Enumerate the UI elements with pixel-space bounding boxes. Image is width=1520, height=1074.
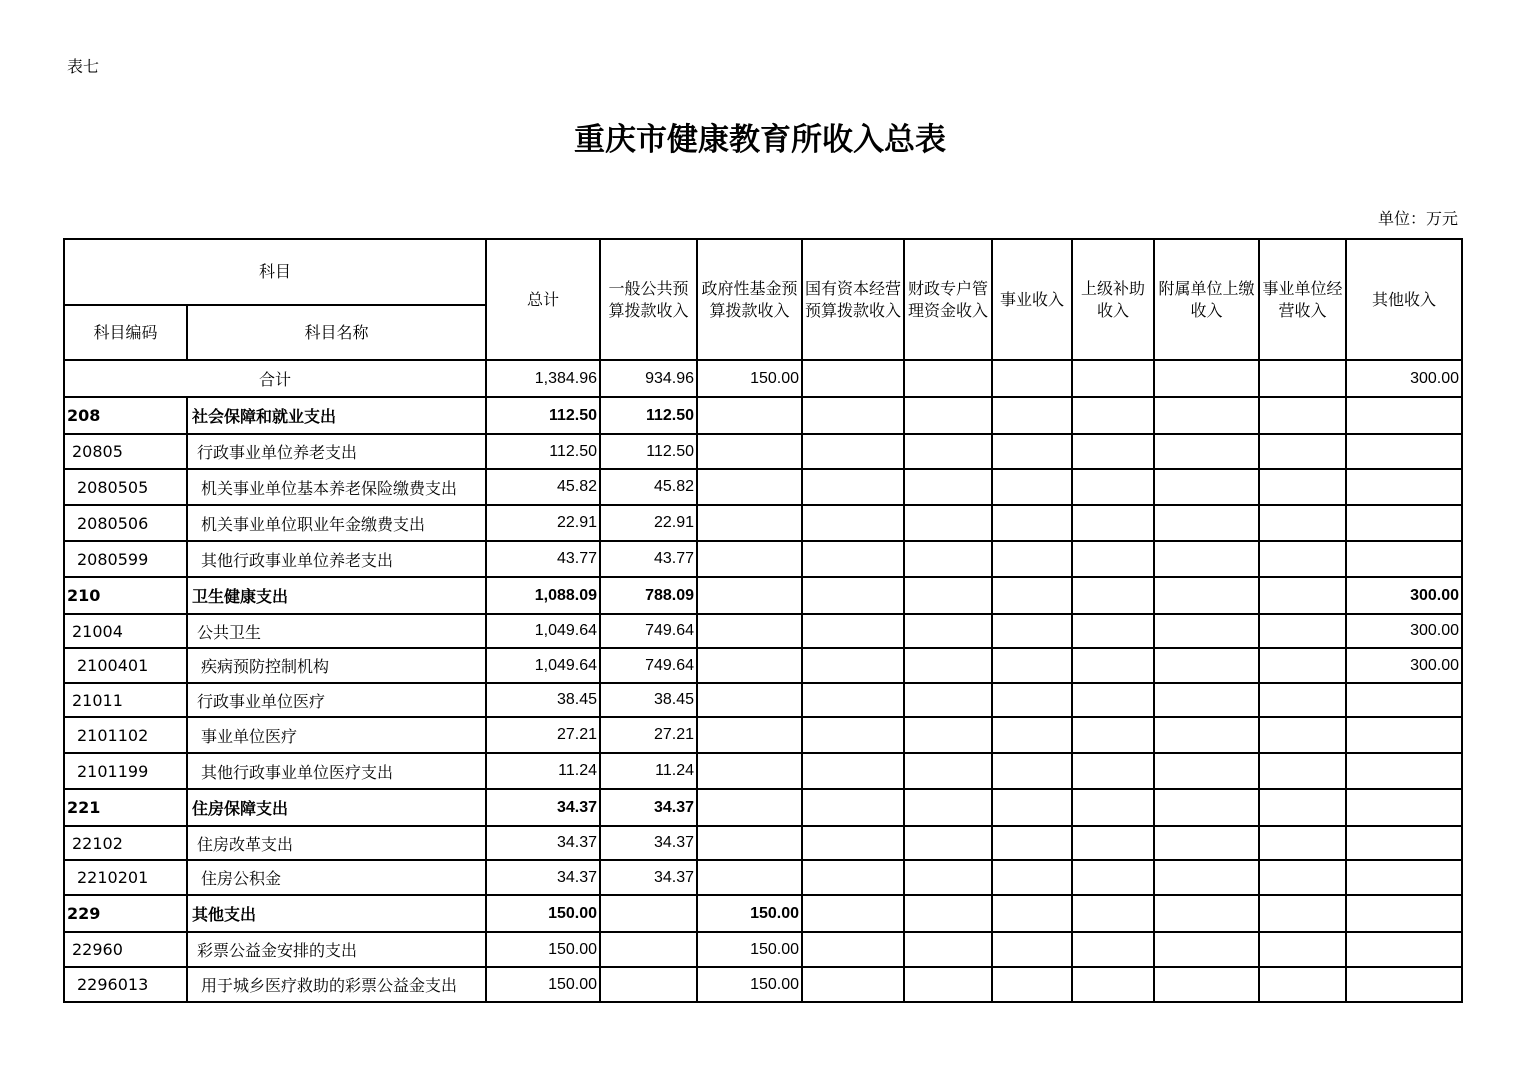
cell-business	[992, 967, 1072, 1002]
cell-state-capital	[802, 577, 904, 614]
cell-total: 34.37	[486, 860, 600, 895]
cell-superior-subsidy	[1072, 895, 1154, 932]
cell-total: 112.50	[486, 397, 600, 434]
cell-code: 2100401	[64, 648, 187, 683]
cell-affiliated	[1154, 397, 1259, 434]
cell-fiscal-special	[904, 967, 992, 1002]
cell-other: 300.00	[1346, 614, 1462, 648]
cell-name: 住房保障支出	[187, 789, 486, 826]
unit-label: 单位：万元	[1377, 209, 1458, 228]
cell-code: 2101102	[64, 717, 187, 753]
cell-operation	[1259, 967, 1346, 1002]
total-fiscal-special	[904, 360, 992, 397]
header-general-budget: 一般公共预算拨款收入	[600, 239, 697, 360]
cell-other	[1346, 753, 1462, 789]
cell-business	[992, 932, 1072, 967]
header-business: 事业收入	[992, 239, 1072, 360]
cell-total: 1,088.09	[486, 577, 600, 614]
cell-name: 行政事业单位养老支出	[187, 434, 486, 469]
cell-name: 机关事业单位基本养老保险缴费支出	[187, 469, 486, 505]
cell-business	[992, 789, 1072, 826]
header-affiliated: 附属单位上缴收入	[1154, 239, 1259, 360]
total-superior-subsidy	[1072, 360, 1154, 397]
income-table	[63, 238, 1463, 1003]
cell-affiliated	[1154, 967, 1259, 1002]
cell-affiliated	[1154, 789, 1259, 826]
cell-superior-subsidy	[1072, 434, 1154, 469]
table-row	[64, 967, 1462, 1002]
cell-name: 公共卫生	[187, 614, 486, 648]
cell-operation	[1259, 683, 1346, 717]
cell-other	[1346, 967, 1462, 1002]
cell-total: 1,049.64	[486, 614, 600, 648]
cell-other	[1346, 683, 1462, 717]
cell-total: 22.91	[486, 505, 600, 541]
cell-general-budget: 43.77	[600, 541, 697, 577]
cell-total: 34.37	[486, 789, 600, 826]
cell-gov-fund	[697, 614, 802, 648]
cell-affiliated	[1154, 860, 1259, 895]
cell-operation	[1259, 541, 1346, 577]
cell-fiscal-special	[904, 860, 992, 895]
cell-general-budget: 112.50	[600, 397, 697, 434]
cell-name: 彩票公益金安排的支出	[187, 932, 486, 967]
cell-affiliated	[1154, 932, 1259, 967]
cell-general-budget: 749.64	[600, 614, 697, 648]
total-affiliated	[1154, 360, 1259, 397]
cell-code: 208	[64, 397, 187, 434]
cell-business	[992, 505, 1072, 541]
cell-gov-fund: 150.00	[697, 932, 802, 967]
cell-state-capital	[802, 683, 904, 717]
cell-business	[992, 397, 1072, 434]
cell-business	[992, 826, 1072, 860]
cell-superior-subsidy	[1072, 469, 1154, 505]
cell-operation	[1259, 434, 1346, 469]
cell-general-budget: 34.37	[600, 826, 697, 860]
cell-affiliated	[1154, 469, 1259, 505]
cell-gov-fund: 150.00	[697, 967, 802, 1002]
cell-total: 45.82	[486, 469, 600, 505]
cell-affiliated	[1154, 895, 1259, 932]
cell-other: 300.00	[1346, 577, 1462, 614]
cell-business	[992, 541, 1072, 577]
cell-code: 21011	[64, 683, 187, 717]
cell-operation	[1259, 895, 1346, 932]
cell-superior-subsidy	[1072, 614, 1154, 648]
cell-gov-fund	[697, 717, 802, 753]
cell-general-budget	[600, 967, 697, 1002]
cell-gov-fund	[697, 753, 802, 789]
cell-gov-fund	[697, 683, 802, 717]
cell-total: 38.45	[486, 683, 600, 717]
cell-fiscal-special	[904, 683, 992, 717]
cell-affiliated	[1154, 577, 1259, 614]
cell-superior-subsidy	[1072, 397, 1154, 434]
cell-name: 住房改革支出	[187, 826, 486, 860]
cell-operation	[1259, 717, 1346, 753]
cell-affiliated	[1154, 826, 1259, 860]
cell-superior-subsidy	[1072, 505, 1154, 541]
cell-other	[1346, 397, 1462, 434]
cell-code: 20805	[64, 434, 187, 469]
cell-general-budget: 749.64	[600, 648, 697, 683]
cell-code: 2080506	[64, 505, 187, 541]
cell-operation	[1259, 505, 1346, 541]
table-row	[64, 469, 1462, 505]
cell-fiscal-special	[904, 577, 992, 614]
cell-code: 210	[64, 577, 187, 614]
cell-code: 21004	[64, 614, 187, 648]
cell-state-capital	[802, 717, 904, 753]
cell-general-budget: 27.21	[600, 717, 697, 753]
table-row	[64, 541, 1462, 577]
header-subject: 科目	[64, 239, 486, 305]
cell-fiscal-special	[904, 397, 992, 434]
cell-general-budget: 788.09	[600, 577, 697, 614]
cell-code: 229	[64, 895, 187, 932]
table-row	[64, 648, 1462, 683]
cell-business	[992, 717, 1072, 753]
cell-affiliated	[1154, 648, 1259, 683]
cell-fiscal-special	[904, 614, 992, 648]
cell-gov-fund	[697, 505, 802, 541]
cell-superior-subsidy	[1072, 648, 1154, 683]
cell-fiscal-special	[904, 648, 992, 683]
header-gov-fund: 政府性基金预算拨款收入	[697, 239, 802, 360]
header-fiscal-special: 财政专户管理资金收入	[904, 239, 992, 360]
total-row	[64, 360, 1462, 397]
table-row	[64, 895, 1462, 932]
cell-operation	[1259, 860, 1346, 895]
cell-operation	[1259, 932, 1346, 967]
cell-state-capital	[802, 789, 904, 826]
table-row	[64, 397, 1462, 434]
cell-other	[1346, 860, 1462, 895]
cell-fiscal-special	[904, 826, 992, 860]
cell-operation	[1259, 648, 1346, 683]
cell-superior-subsidy	[1072, 860, 1154, 895]
cell-state-capital	[802, 932, 904, 967]
cell-business	[992, 860, 1072, 895]
cell-operation	[1259, 577, 1346, 614]
cell-state-capital	[802, 614, 904, 648]
cell-name: 机关事业单位职业年金缴费支出	[187, 505, 486, 541]
cell-fiscal-special	[904, 505, 992, 541]
cell-fiscal-special	[904, 895, 992, 932]
total-general-budget: 934.96	[600, 360, 697, 397]
cell-affiliated	[1154, 505, 1259, 541]
cell-code: 2080505	[64, 469, 187, 505]
cell-superior-subsidy	[1072, 932, 1154, 967]
table-row	[64, 753, 1462, 789]
cell-state-capital	[802, 505, 904, 541]
cell-general-budget: 34.37	[600, 789, 697, 826]
cell-other	[1346, 789, 1462, 826]
cell-general-budget	[600, 895, 697, 932]
cell-general-budget: 112.50	[600, 434, 697, 469]
total-other: 300.00	[1346, 360, 1462, 397]
cell-total: 11.24	[486, 753, 600, 789]
cell-general-budget: 45.82	[600, 469, 697, 505]
cell-total: 150.00	[486, 932, 600, 967]
cell-code: 2210201	[64, 860, 187, 895]
table-row	[64, 505, 1462, 541]
cell-fiscal-special	[904, 789, 992, 826]
cell-code: 221	[64, 789, 187, 826]
cell-other	[1346, 469, 1462, 505]
table-row	[64, 434, 1462, 469]
table-row	[64, 789, 1462, 826]
cell-name: 其他行政事业单位医疗支出	[187, 753, 486, 789]
cell-state-capital	[802, 648, 904, 683]
cell-gov-fund	[697, 648, 802, 683]
cell-gov-fund	[697, 860, 802, 895]
cell-superior-subsidy	[1072, 789, 1154, 826]
cell-operation	[1259, 753, 1346, 789]
cell-operation	[1259, 789, 1346, 826]
total-gov-fund: 150.00	[697, 360, 802, 397]
cell-affiliated	[1154, 541, 1259, 577]
cell-gov-fund	[697, 826, 802, 860]
cell-total: 43.77	[486, 541, 600, 577]
cell-business	[992, 577, 1072, 614]
cell-other	[1346, 541, 1462, 577]
cell-state-capital	[802, 826, 904, 860]
cell-gov-fund	[697, 469, 802, 505]
cell-operation	[1259, 469, 1346, 505]
cell-other	[1346, 717, 1462, 753]
cell-superior-subsidy	[1072, 717, 1154, 753]
cell-business	[992, 753, 1072, 789]
cell-other: 300.00	[1346, 648, 1462, 683]
cell-superior-subsidy	[1072, 753, 1154, 789]
cell-name: 行政事业单位医疗	[187, 683, 486, 717]
cell-total: 27.21	[486, 717, 600, 753]
table-row	[64, 614, 1462, 648]
cell-other	[1346, 932, 1462, 967]
header-code: 科目编码	[64, 305, 187, 360]
cell-business	[992, 469, 1072, 505]
cell-state-capital	[802, 541, 904, 577]
table-row	[64, 826, 1462, 860]
cell-name: 疾病预防控制机构	[187, 648, 486, 683]
table-row	[64, 717, 1462, 753]
cell-gov-fund	[697, 434, 802, 469]
cell-superior-subsidy	[1072, 577, 1154, 614]
cell-name: 事业单位医疗	[187, 717, 486, 753]
cell-superior-subsidy	[1072, 826, 1154, 860]
cell-general-budget: 11.24	[600, 753, 697, 789]
cell-other	[1346, 505, 1462, 541]
cell-gov-fund	[697, 397, 802, 434]
cell-superior-subsidy	[1072, 541, 1154, 577]
table-row	[64, 932, 1462, 967]
header-other: 其他收入	[1346, 239, 1462, 360]
header-superior-subsidy: 上级补助收入	[1072, 239, 1154, 360]
cell-total: 34.37	[486, 826, 600, 860]
total-total: 1,384.96	[486, 360, 600, 397]
header-operation: 事业单位经营收入	[1259, 239, 1346, 360]
cell-business	[992, 434, 1072, 469]
cell-business	[992, 648, 1072, 683]
cell-total: 1,049.64	[486, 648, 600, 683]
table-number: 表七	[67, 57, 100, 76]
cell-code: 2101199	[64, 753, 187, 789]
total-business	[992, 360, 1072, 397]
cell-affiliated	[1154, 753, 1259, 789]
cell-code: 2296013	[64, 967, 187, 1002]
total-operation	[1259, 360, 1346, 397]
cell-name: 社会保障和就业支出	[187, 397, 486, 434]
cell-state-capital	[802, 860, 904, 895]
table-row	[64, 683, 1462, 717]
header-name: 科目名称	[187, 305, 486, 360]
cell-state-capital	[802, 469, 904, 505]
cell-state-capital	[802, 753, 904, 789]
cell-name: 用于城乡医疗救助的彩票公益金支出	[187, 967, 486, 1002]
cell-state-capital	[802, 967, 904, 1002]
cell-code: 22960	[64, 932, 187, 967]
cell-operation	[1259, 397, 1346, 434]
page-title: 重庆市健康教育所收入总表	[574, 122, 946, 158]
cell-other	[1346, 434, 1462, 469]
cell-operation	[1259, 826, 1346, 860]
cell-business	[992, 683, 1072, 717]
cell-affiliated	[1154, 614, 1259, 648]
cell-gov-fund: 150.00	[697, 895, 802, 932]
cell-code: 22102	[64, 826, 187, 860]
cell-fiscal-special	[904, 932, 992, 967]
cell-affiliated	[1154, 717, 1259, 753]
cell-state-capital	[802, 397, 904, 434]
cell-other	[1346, 895, 1462, 932]
header-state-capital: 国有资本经营预算拨款收入	[802, 239, 904, 360]
cell-superior-subsidy	[1072, 967, 1154, 1002]
cell-fiscal-special	[904, 753, 992, 789]
cell-general-budget: 38.45	[600, 683, 697, 717]
cell-name: 住房公积金	[187, 860, 486, 895]
cell-business	[992, 614, 1072, 648]
cell-code: 2080599	[64, 541, 187, 577]
cell-name: 其他行政事业单位养老支出	[187, 541, 486, 577]
cell-total: 112.50	[486, 434, 600, 469]
cell-state-capital	[802, 434, 904, 469]
cell-total: 150.00	[486, 967, 600, 1002]
cell-other	[1346, 826, 1462, 860]
cell-fiscal-special	[904, 717, 992, 753]
table-row	[64, 577, 1462, 614]
cell-name: 卫生健康支出	[187, 577, 486, 614]
header-total: 总计	[486, 239, 600, 360]
cell-general-budget	[600, 932, 697, 967]
total-label: 合计	[64, 360, 486, 397]
cell-gov-fund	[697, 789, 802, 826]
cell-superior-subsidy	[1072, 683, 1154, 717]
cell-fiscal-special	[904, 541, 992, 577]
cell-operation	[1259, 614, 1346, 648]
cell-name: 其他支出	[187, 895, 486, 932]
cell-general-budget: 22.91	[600, 505, 697, 541]
cell-gov-fund	[697, 577, 802, 614]
cell-affiliated	[1154, 434, 1259, 469]
total-state-capital	[802, 360, 904, 397]
cell-gov-fund	[697, 541, 802, 577]
cell-fiscal-special	[904, 434, 992, 469]
cell-state-capital	[802, 895, 904, 932]
cell-total: 150.00	[486, 895, 600, 932]
cell-affiliated	[1154, 683, 1259, 717]
cell-business	[992, 895, 1072, 932]
table-row	[64, 860, 1462, 895]
cell-general-budget: 34.37	[600, 860, 697, 895]
cell-fiscal-special	[904, 469, 992, 505]
